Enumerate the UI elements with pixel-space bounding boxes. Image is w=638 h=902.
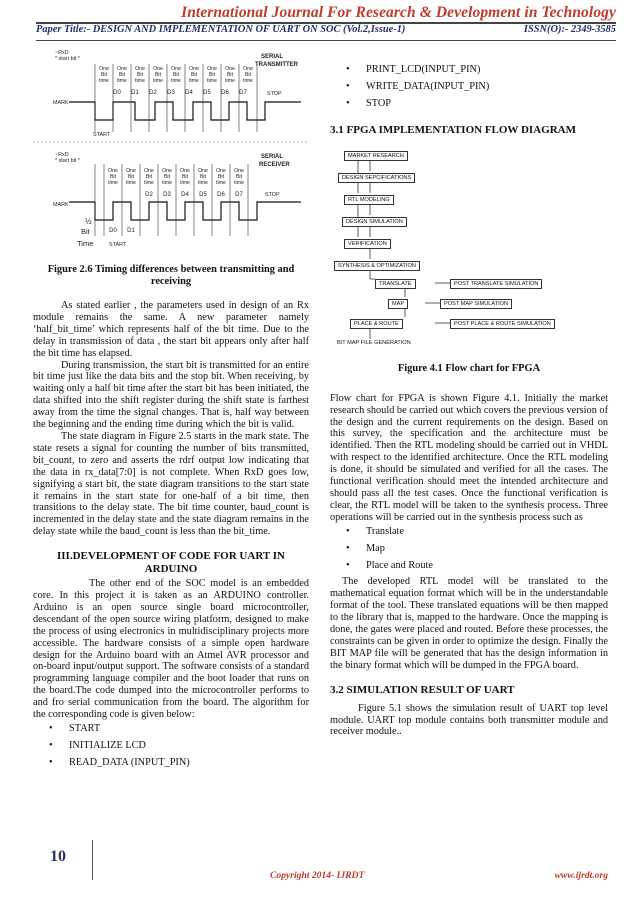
bittime-bit-label: Bit: [127, 174, 135, 180]
tx-title-2: TRANSMITTER: [255, 62, 298, 68]
list-item: • INITIALIZE LCD: [33, 740, 309, 752]
bittime-one-label: One: [126, 168, 136, 174]
bittime-one-label: One: [108, 168, 118, 174]
rx-bit-d6: D6: [217, 192, 225, 198]
bittime-bit-label: Bit: [109, 174, 117, 180]
header-line: [36, 24, 616, 38]
copyright: Copyright 2014- IJRDT: [270, 870, 365, 881]
paragraph: Flow chart for FPGA is shown Figure 4.1. Initially the market research should be carried out which covers the previous version of the design and the current requirements on the design. Based on this survey, the specification and the architecture must be identified. Then the RTL modeling should be carried out in VHDL with respect to the identified architecture. Once the RTL modeling is done, it should be simulated and verified for all the cases. The functional verification should meet the intended architecture and should pass all the test cases. Once the functional verification is clear, the RTL model will be taken to the synthesis process. Three operations will be carried out in the synthesis process such as: [330, 392, 608, 523]
bittime-bit-label: Bit: [244, 72, 252, 78]
bittime-time-label: time: [144, 180, 154, 186]
rx-time-word: Time: [77, 239, 94, 248]
list-item: • PRINT_LCD(INPUT_PIN): [330, 64, 608, 76]
tx-mark-label: MARK: [53, 100, 69, 106]
timing-diagram: [33, 46, 309, 258]
synthesis-list: [330, 526, 608, 572]
list-item: • READ_DATA (INPUT_PIN): [33, 757, 309, 769]
bittime-one-label: One: [162, 168, 172, 174]
header-rule-lower: [36, 40, 616, 41]
journal-title: International Journal For Research & Development in Technology: [181, 4, 616, 21]
bittime-bit-label: Bit: [163, 174, 171, 180]
algorithm-list-cont: [330, 64, 608, 110]
fpga-flow-diagram: [330, 149, 608, 371]
bittime-one-label: One: [234, 168, 244, 174]
figure-2-6: [33, 46, 309, 258]
rx-stop-label: STOP: [265, 192, 280, 198]
flow-design-spec: DESIGN SEPCIFICATIONS: [338, 173, 415, 183]
bittime-time-label: time: [198, 180, 208, 186]
tx-startbit-label: * start bit *: [55, 56, 80, 62]
bittime-time-label: time: [189, 78, 199, 84]
bittime-bit-label: Bit: [199, 174, 207, 180]
bittime-bit-label: Bit: [181, 174, 189, 180]
rx-bit-d3: D3: [163, 192, 171, 198]
bittime-bit-label: Bit: [235, 174, 243, 180]
flow-synthesis: SYNTHESIS & OPTIMIZATION: [334, 261, 420, 271]
list-item: • Translate: [330, 526, 608, 538]
flow-verification: VERIFICATION: [344, 239, 391, 249]
figure-2-6-caption: Figure 2.6 Timing differences between transmitting and receiving: [47, 264, 295, 287]
bittime-one-label: One: [207, 66, 217, 72]
bittime-bit-label: Bit: [100, 72, 108, 78]
paragraph: The state diagram in Figure 2.5 starts in the mark state. The state resets a signal for counting the number of bits transmitted, bit_count, to zero and asserts the rdrf output low indicating that the data in rx_data[7:0] is not complete. When RxD goes low, signifying a start bit, the state diagram transitions to the start state it remains in the start state for one-half of a bit time, then transitions to the delay state. The bit time counter, baud_count is incremented in the delay state and the state diagram remains in the delay state while the baud_count is less than the bit_time.: [33, 430, 309, 538]
list-item: • Place and Route: [330, 560, 608, 572]
bittime-time-label: time: [99, 78, 109, 84]
bittime-time-label: time: [234, 180, 244, 186]
list-item: • START: [33, 723, 309, 735]
tx-stop-label: STOP: [267, 91, 282, 97]
bittime-bit-label: Bit: [190, 72, 198, 78]
tx-bit-d4: D4: [185, 90, 193, 96]
paragraph: Figure 5.1 shows the simulation result of UART top level module. UART top module contains both transmitter module and receiver module..: [330, 702, 608, 738]
paragraph: As stated earlier , the parameters used in design of an Rx module remains the same. A new parameter namely ‘half_bit_time’ which represents half of the bit time. Due to the delay in transmission of data , the start bit appears only after half the bit time has elapsed.: [33, 300, 309, 359]
bittime-time-label: time: [225, 78, 235, 84]
flow-post-place-route: POST PLACE & ROUTE SIMULATION: [450, 319, 555, 329]
bittime-time-label: time: [216, 180, 226, 186]
rx-title-1: SERIAL: [261, 154, 284, 160]
section-3-2-heading: 3.2 SIMULATION RESULT OF UART: [330, 683, 515, 696]
bittime-time-label: time: [117, 78, 127, 84]
bittime-one-label: One: [117, 66, 127, 72]
bittime-bit-label: Bit: [172, 72, 180, 78]
rx-bit-d0: D0: [109, 228, 117, 234]
left-column: [33, 46, 309, 774]
tx-bit-labels: [113, 90, 247, 96]
rx-startbit-label: * start bit *: [55, 158, 80, 164]
rx-bit-d2: D2: [145, 192, 153, 198]
flow-design-simulation: DESIGN SIMULATION: [342, 217, 407, 227]
rx-half-label: ½: [85, 217, 92, 226]
paper-title: Paper Title:- DESIGN AND IMPLEMENTATION OF UART ON SOC (Vol.2,Issue-1): [36, 24, 406, 35]
flow-post-map: POST MAP SIMULATION: [440, 299, 512, 309]
figure-4-1-caption: Figure 4.1 Flow chart for FPGA: [397, 362, 541, 374]
bittime-bit-label: Bit: [154, 72, 162, 78]
bittime-one-label: One: [243, 66, 253, 72]
bittime-one-label: One: [216, 168, 226, 174]
bittime-one-label: One: [198, 168, 208, 174]
paragraph: The other end of the SOC model is an embedded core. In this project it is taken as an ARDUINO controller. Arduino is an open source single board microcontroller, descendant of the open source wiring platform, designed to make the process of using electronics in multidisciplinary projects more accessible. The hardware consists of a simple open hardware design for the Arduino board with an Atmel AVR processor and on-board input/output support. The software consists of a standard programming language compiler and the boot loader that runs on the board.The code dumped into the microcontroller performs to and fro serial communication from the board. The algorithm for the corresponding code is given below:: [33, 578, 309, 721]
bittime-bit-label: Bit: [226, 72, 234, 78]
flow-translate: TRANSLATE: [375, 279, 416, 289]
bittime-time-label: time: [135, 78, 145, 84]
bittime-time-label: time: [153, 78, 163, 84]
paragraph: During transmission, the start bit is transmitted for an entire bit time just like the data bits and the stop bit. When receiving, by waiting only a half bit time after the start bit has been initiated, the data shifted into the shift register during the shift state is farthest away from the time the signal changes. That is, half way between the beginning and the ending time during which the bit is valid.: [33, 359, 309, 431]
flow-place-route: PLACE & ROUTE: [350, 319, 403, 329]
flow-market-research: MARKET RESEARCH: [344, 151, 408, 161]
rx-bit-d1: D1: [127, 228, 135, 234]
rx-bit-d7: D7: [235, 192, 243, 198]
tx-bit-d3: D3: [167, 90, 175, 96]
flow-map: MAP: [388, 299, 408, 309]
bittime-one-label: One: [99, 66, 109, 72]
list-item: • WRITE_DATA(INPUT_PIN): [330, 81, 608, 93]
bittime-one-label: One: [153, 66, 163, 72]
flow-rtl-modeling: RTL MODELING: [344, 195, 394, 205]
bittime-bit-label: Bit: [118, 72, 126, 78]
issn: ISSN(O):- 2349-3585: [523, 24, 616, 35]
bittime-one-label: One: [144, 168, 154, 174]
bittime-bit-label: Bit: [145, 174, 153, 180]
tx-start-label: START: [93, 132, 111, 138]
rx-start-label: START: [109, 242, 127, 248]
bittime-time-label: time: [243, 78, 253, 84]
flow-post-translate: POST TRANSLATE SIMULATION: [450, 279, 542, 289]
bittime-time-label: time: [162, 180, 172, 186]
rx-bit-labels: [109, 192, 243, 234]
bittime-bit-label: Bit: [136, 72, 144, 78]
right-column: [330, 46, 608, 738]
rx-bit-d5: D5: [199, 192, 207, 198]
rx-bit-d4: D4: [181, 192, 189, 198]
rx-bit-word: Bit: [81, 227, 90, 236]
bittime-time-label: time: [108, 180, 118, 186]
section-3-heading: III.DEVELOPMENT OF CODE FOR UART IN ARDUINO: [57, 550, 285, 576]
list-item: • Map: [330, 543, 608, 555]
page-number: 10: [50, 848, 66, 865]
bittime-time-label: time: [207, 78, 217, 84]
tx-title-1: SERIAL: [261, 54, 284, 60]
rx-rxd-label: ~RxD: [55, 152, 69, 158]
tx-bit-d0: D0: [113, 90, 121, 96]
rx-title-2: RECEIVER: [259, 162, 290, 168]
tx-bittime-labels: [99, 66, 253, 84]
bittime-time-label: time: [126, 180, 136, 186]
bittime-time-label: time: [180, 180, 190, 186]
flow-bitmap: BIT MAP FILE GENERATION: [334, 339, 414, 347]
paragraph: The developed RTL model will be translated to the mathematical equation format which will be in the understandable format of the tool. These translated equations will be then mapped to the library that is, mapped to the hardware. Once the mapping is done, the gates were placed and routed. Before these processes, the constraints can be given in order to optimize the design. Finally the BIT MAP file will be generated that has the design information in the binary format which will be dumped in the FPGA board.: [330, 576, 608, 671]
rx-mark-label: MARK: [53, 202, 69, 208]
bittime-bit-label: Bit: [217, 174, 225, 180]
algorithm-list: [33, 723, 309, 769]
section-3-1-heading: 3.1 FPGA IMPLEMENTATION FLOW DIAGRAM: [330, 123, 576, 136]
tx-bit-d7: D7: [239, 90, 247, 96]
tx-bit-d2: D2: [149, 90, 157, 96]
tx-bit-d1: D1: [131, 90, 139, 96]
bittime-time-label: time: [171, 78, 181, 84]
footer-divider: [92, 840, 93, 880]
tx-bit-d6: D6: [221, 90, 229, 96]
bittime-one-label: One: [171, 66, 181, 72]
bittime-one-label: One: [180, 168, 190, 174]
tx-rxd-label: ~RxD: [55, 50, 69, 56]
bittime-bit-label: Bit: [208, 72, 216, 78]
bittime-one-label: One: [189, 66, 199, 72]
list-item: • STOP: [330, 98, 608, 110]
tx-bit-d5: D5: [203, 90, 211, 96]
rx-ticks: [95, 164, 248, 236]
bittime-one-label: One: [135, 66, 145, 72]
site-url[interactable]: www.ijrdt.org: [554, 870, 608, 881]
bittime-one-label: One: [225, 66, 235, 72]
